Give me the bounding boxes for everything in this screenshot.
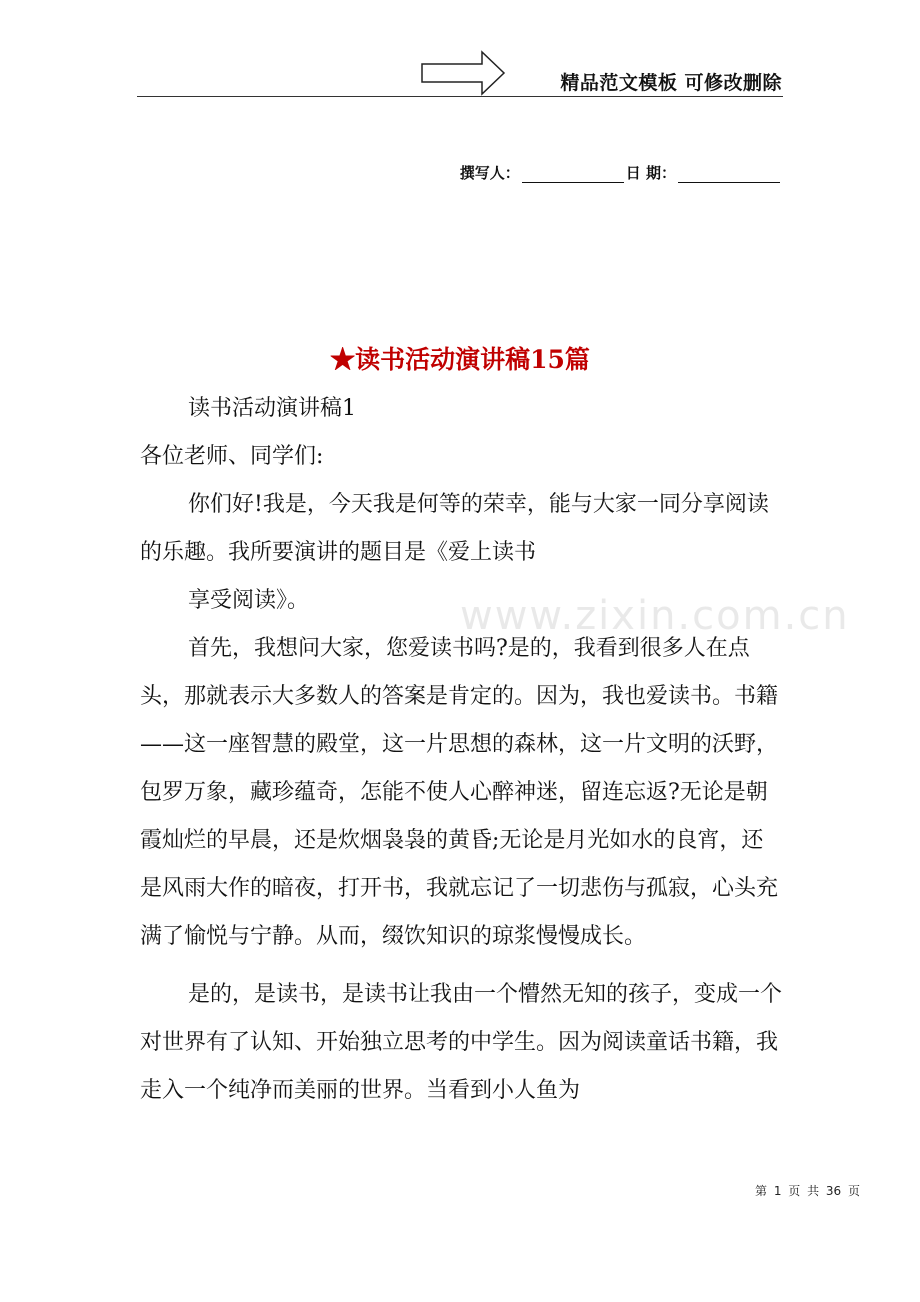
paragraph: 是的，是读书，是读书让我由一个懵然无知的孩子，变成一个对世界有了认知、开始独立思考的中学生。因为阅读童话书籍，我走入一个纯净而美丽的世界。当看到小人鱼为 bbox=[140, 982, 783, 1103]
paragraph: 你们好!我是，今天我是何等的荣幸，能与大家一同分享阅读的乐趣。我所要演讲的题目是《爱上读书 bbox=[140, 492, 769, 565]
signature-line bbox=[460, 162, 782, 183]
author-label: 撰写人： bbox=[459, 164, 520, 182]
date-label: 日 期： bbox=[625, 164, 676, 182]
paragraph: 享受阅读》。 bbox=[188, 588, 310, 613]
document-body bbox=[140, 385, 784, 1115]
date-blank bbox=[678, 164, 780, 183]
header-tag: 精品范文模板 可修改删除 bbox=[560, 72, 782, 94]
document-title: ★读书活动演讲稿15篇 bbox=[330, 345, 590, 374]
section-heading: 读书活动演讲稿1 bbox=[188, 396, 356, 421]
salutation: 各位老师、同学们: bbox=[140, 444, 324, 469]
header-divider bbox=[137, 96, 783, 97]
paragraph: 首先，我想问大家，您爱读书吗?是的，我看到很多人在点头，那就表示大多数人的答案是肯定的。因为，我也爱读书。书籍——这一座智慧的殿堂，这一片思想的森林，这一片文明的沃野，包罗万象，藏珍蕴奇，怎能不使人心醉神迷，留连忘返?无论是朝霞灿烂的早晨，还是炊烟袅袅的黄昏;无论是月光如水的良宵，还是风雨大作的暗夜，打开书，我就忘记了一切悲伤与孤寂，心头充满了愉悦与宁静。从而，缀饮知识的琼浆慢慢成长。 bbox=[140, 636, 779, 949]
arrow-right-icon bbox=[420, 50, 506, 96]
author-blank bbox=[522, 164, 624, 183]
page-footer: 第 1 页 共 36 页 bbox=[755, 1184, 860, 1198]
watermark: www.zixin.com.cn bbox=[460, 593, 850, 639]
